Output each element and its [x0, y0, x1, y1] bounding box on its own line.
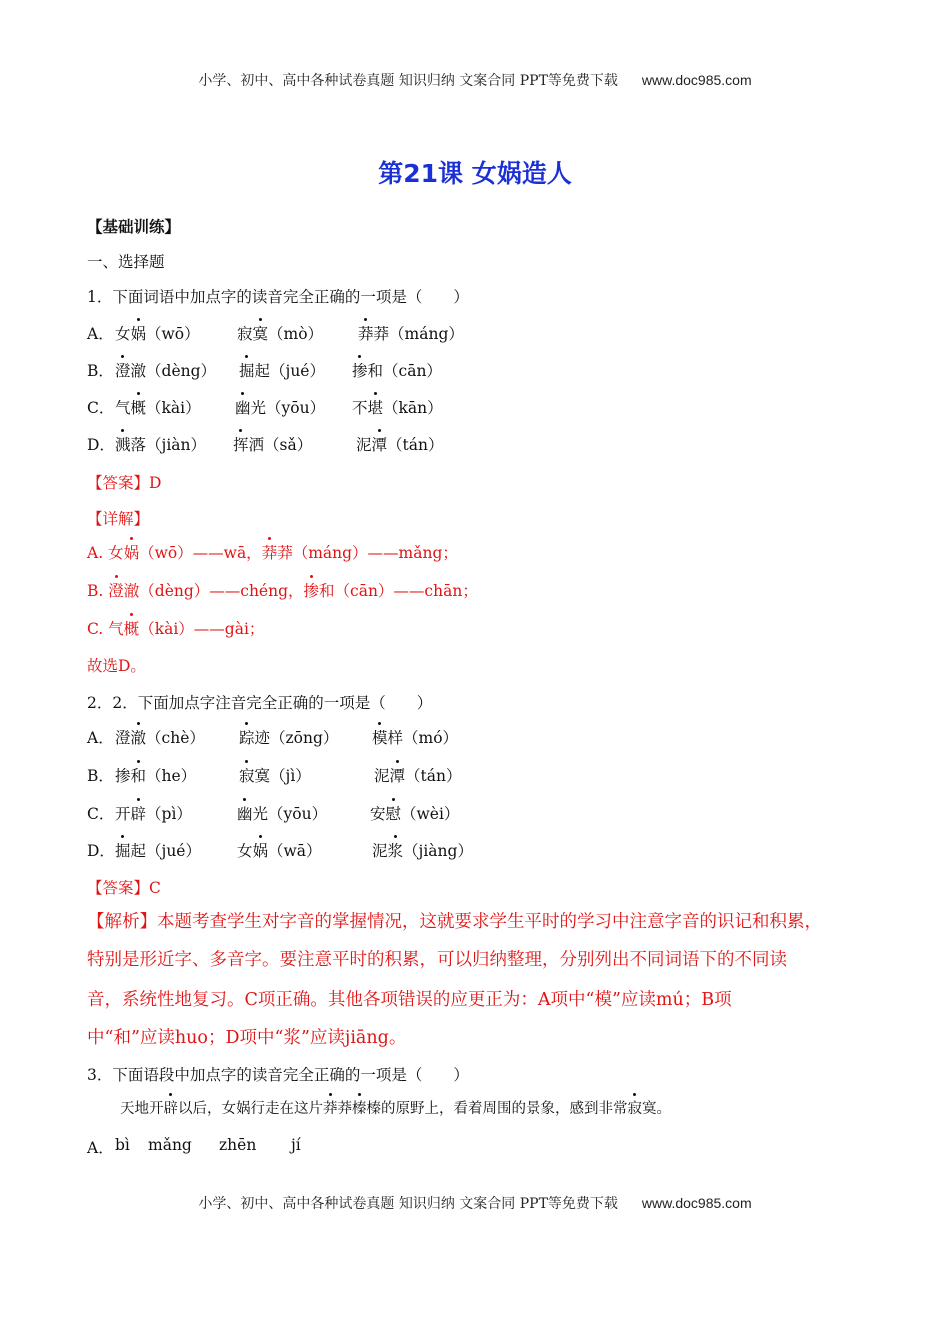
option-label: A．: [87, 1139, 114, 1157]
q3-a-pinyin-1: bì: [115, 1136, 130, 1154]
option-label: C．: [87, 805, 115, 823]
q1-b-item2: 掘起（jué）: [239, 359, 325, 381]
section-heading: 【基础训练】: [87, 218, 181, 236]
page-footer: [0, 1193, 950, 1213]
q2-analysis-line3: 音，系统性地复习。C项正确。其他各项错误的应更正为：A项中“模”应读mú；B项: [87, 990, 732, 1010]
footer-url[interactable]: www.doc985.com: [641, 1195, 752, 1211]
q1-explain-label: 【详解】: [87, 510, 150, 528]
page-title: 第21课 女娲造人: [378, 159, 572, 188]
q2-b-item3: 泥潭（tán）: [374, 764, 461, 786]
q1-b-item3: 掺和（cān）: [352, 359, 442, 381]
q2-d-item3: 泥浆（jiàng）: [372, 839, 473, 861]
option-label: B．: [87, 362, 114, 380]
q1-d-item1: 溅落（jiàn）: [115, 433, 206, 455]
header-url[interactable]: www.doc985.com: [641, 72, 752, 88]
q3-passage: 天地开辟以后，女娲行走在这片莽莽榛榛的原野上，看着周围的景象，感到非常寂寞。: [120, 1097, 671, 1118]
option-label: D．: [87, 436, 115, 454]
q2-d-item2: 女娲（wā）: [237, 839, 322, 861]
q1-stem: 1．下面词语中加点字的读音完全正确的一项是（ ）: [87, 288, 469, 306]
header-text: 小学、初中、高中各种试卷真题 知识归纳 文案合同 PPT等免费下载: [198, 73, 618, 89]
option-label: A．: [87, 729, 114, 747]
option-label: D．: [87, 842, 115, 860]
footer-text: 小学、初中、高中各种试卷真题 知识归纳 文案合同 PPT等免费下载: [198, 1196, 618, 1212]
q1-b-item1: 澄澈（dèng）: [115, 359, 216, 381]
q3-a-pinyin-3: zhēn: [219, 1136, 257, 1154]
option-label: B．: [87, 767, 114, 785]
q2-a-item3: 模样（mó）: [372, 726, 458, 748]
page-header: [0, 70, 950, 90]
option-label: C．: [87, 399, 115, 417]
part-heading: 一、选择题: [87, 253, 165, 271]
q1-conclusion: 故选D。: [87, 657, 146, 675]
q1-a-item2: 寂寞（mò）: [237, 322, 323, 344]
q2-analysis-line1: 【解析】本题考查学生对字音的掌握情况，这就要求学生平时的学习中注意字音的识记和积累，: [87, 912, 822, 932]
q2-analysis-line4: 中“和”应读huo；D项中“浆”应读jiāng。: [87, 1028, 407, 1048]
q1-c-item2: 幽光（yōu）: [235, 396, 325, 418]
q3-a-pinyin-2: mǎng: [148, 1136, 192, 1154]
q1-a-item1: 女娲（wō）: [115, 322, 200, 344]
q1-a-item3: 莽莽（máng）: [358, 322, 464, 344]
q2-c-item1: 开辟（pì）: [115, 802, 192, 824]
q2-a-item1: 澄澈（chè）: [115, 726, 205, 748]
option-label: A．: [87, 325, 114, 343]
q3-stem: 3．下面语段中加点字的读音完全正确的一项是（ ）: [87, 1066, 469, 1084]
q2-answer: 【答案】C: [87, 879, 161, 897]
q1-d-item2: 挥洒（sǎ）: [233, 433, 312, 455]
q2-b-item2: 寂寞（jì）: [239, 764, 311, 786]
q2-analysis-line2: 特别是形近字、多音字。要注意平时的积累，可以归纳整理，分别列出不同词语下的不同读: [87, 950, 787, 970]
q2-c-item2: 幽光（yōu）: [237, 802, 327, 824]
q1-d-item3: 泥潭（tán）: [356, 433, 443, 455]
q1-c-item1: 气概（kài）: [115, 396, 201, 418]
q1-answer: 【答案】D: [87, 474, 162, 492]
q2-a-item2: 踪迹（zōng）: [239, 726, 338, 748]
q1-explain-line3: C. 气概（kài）——gài；: [87, 617, 264, 639]
q1-explain-line1: A. 女娲（wō）——wā，莽莽（máng）——mǎng；: [87, 541, 458, 563]
q2-stem: 2．2．下面加点字注音完全正确的一项是（ ）: [87, 694, 433, 712]
q1-explain-line2: B. 澄澈（dèng）——chéng，掺和（cān）——chān；: [87, 579, 478, 601]
q3-a-pinyin-4: jí: [291, 1136, 301, 1154]
q1-c-item3: 不堪（kān）: [352, 396, 443, 418]
q2-c-item3: 安慰（wèi）: [370, 802, 459, 824]
q2-d-item1: 掘起（jué）: [115, 839, 201, 861]
q2-b-item1: 掺和（he）: [115, 764, 196, 786]
